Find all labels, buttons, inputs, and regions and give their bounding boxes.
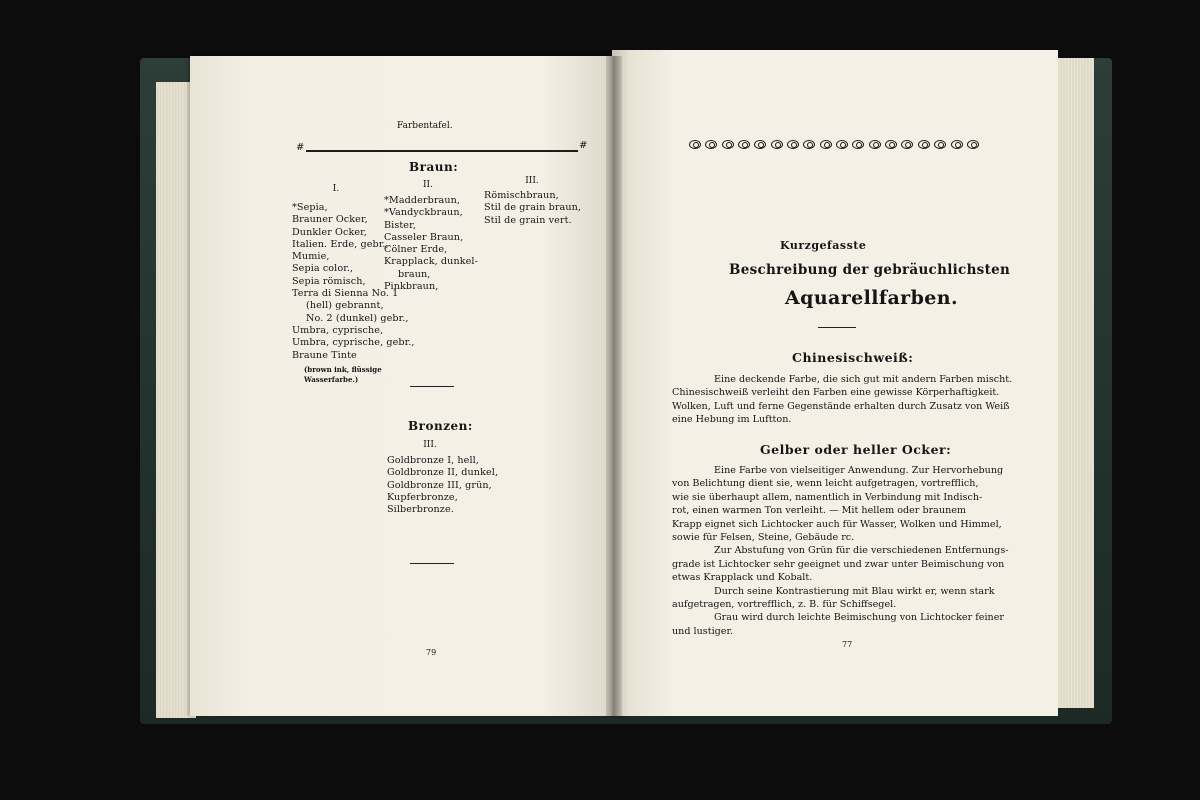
ornament-loop (689, 140, 701, 149)
braun-column-3 (484, 190, 581, 227)
text-line: Zur Abstufung von Grün für die verschiedenen Entfernungs- (714, 545, 1009, 557)
paragraph-chinesischweiss (672, 373, 1013, 427)
ornament-loop (869, 140, 881, 149)
list-item: *Vandyckbraun, (384, 207, 463, 219)
title-divider (818, 327, 856, 328)
braun-note-line-2: Wasserfarbe.) (304, 375, 359, 384)
text-line: sowie für Felsen, Steine, Gebäude rc. (672, 532, 855, 544)
list-item: Sepia römisch, (292, 275, 366, 287)
ornament-loop (918, 140, 930, 149)
list-item: Sepia color., (292, 263, 354, 275)
ornament-loop (951, 140, 963, 149)
list-item: Silberbronze. (387, 504, 454, 516)
ornament-loop (820, 140, 832, 149)
text-line: Eine Farbe von vielseitiger Anwendung. Zur Hervorhebung (714, 465, 1004, 476)
section-heading-chinesischweiss: Chinesischweiß: (792, 350, 914, 365)
braun-note-line-1: (brown ink, flüssige (304, 365, 382, 374)
text-line: Wolken, Luft und ferne Gegenstände erhalten durch Zusatz von Weiß (672, 400, 1010, 412)
text-line: Chinesischweiß verleiht den Farben eine gewisse Körperhaftigkeit. (672, 387, 1000, 399)
rule-end-mark-left: # (296, 142, 305, 153)
list-item: Brauner Ocker, (292, 214, 368, 226)
list-item: Casseler Braun, (384, 231, 464, 243)
list-item: Umbra, cyprische, (292, 324, 384, 336)
text-line: etwas Krapplack und Kobalt. (672, 572, 813, 584)
list-item: No. 2 (dunkel) gebr., (306, 312, 409, 324)
list-item: Goldbronze I, hell, (387, 455, 479, 466)
list-item: Umbra, cyprische, gebr., (292, 337, 415, 349)
list-item: Römischbraun, (484, 190, 559, 201)
list-item: Goldbronze II, dunkel, (387, 467, 499, 479)
list-item: Bister, (384, 219, 416, 231)
column-heading-1: I. (332, 184, 340, 194)
list-item: *Madderbraun, (384, 195, 461, 206)
ornament-loop (705, 140, 717, 149)
text-line: Eine deckende Farbe, die sich gut mit andern Farben mischt. (714, 374, 1013, 385)
page-number-left: 79 (426, 648, 437, 657)
title-small: Kurzgefasste (780, 239, 867, 252)
list-item: (hell) gebrannt, (306, 300, 384, 312)
ornament-loop (934, 140, 946, 149)
section-divider (410, 386, 454, 387)
paragraph-ocker (672, 464, 1009, 638)
bronzen-column-heading: III. (423, 440, 437, 450)
section-divider (410, 563, 454, 564)
text-line: und lustiger. (672, 625, 734, 637)
list-item: Italien. Erde, gebr., (292, 238, 389, 250)
text-line: Durch seine Kontrastierung mit Blau wirkt er, wenn stark (714, 585, 995, 597)
section-heading-ocker: Gelber oder heller Ocker: (760, 442, 952, 457)
column-heading-3: III. (525, 176, 539, 186)
text-line: Krapp eignet sich Lichtocker auch für Wasser, Wolken und Himmel, (672, 518, 1002, 530)
list-item: Krapplack, dunkel- (384, 256, 478, 268)
ornament-loop (901, 140, 913, 149)
column-heading-2: II. (423, 180, 433, 190)
ornament-loop (738, 140, 750, 149)
ornament-loop (836, 140, 848, 149)
rule-end-mark-right: # (579, 140, 588, 151)
list-item: Stil de grain vert. (484, 214, 572, 226)
list-item: Pinkbraun, (384, 281, 439, 293)
head-rule (306, 150, 578, 152)
list-item: Dunkler Ocker, (292, 226, 367, 238)
ornament-loop (771, 140, 783, 149)
list-item: Mumie, (292, 251, 330, 263)
list-item: *Sepia, (292, 202, 328, 213)
list-item: Cölner Erde, (384, 244, 448, 256)
ornament-loop (722, 140, 734, 149)
section-title-bronzen: Bronzen: (408, 419, 473, 433)
ornamental-border (689, 136, 979, 152)
list-item: Goldbronze III, grün, (387, 479, 492, 491)
ornament-loop (787, 140, 799, 149)
text-line: Grau wird durch leichte Beimischung von Lichtocker feiner (714, 612, 1004, 624)
list-item: Stil de grain braun, (484, 202, 582, 214)
title-line-2: Beschreibung der gebräuchlichsten (729, 262, 1011, 278)
text-line: aufgetragen, vortrefflich, z. B. für Schiffsegel. (672, 599, 897, 611)
page-number-right: 77 (842, 640, 853, 649)
book-gutter (606, 56, 622, 716)
ornament-loop (803, 140, 815, 149)
text-line: eine Hebung im Luftton. (672, 414, 792, 426)
ornament-loop (885, 140, 897, 149)
title-large: Aquarellfarben. (785, 287, 958, 309)
list-item: Kupferbronze, (387, 491, 458, 503)
braun-column-2 (384, 195, 478, 293)
text-line: rot, einen warmen Ton verleiht. — Mit hellem oder braunem (672, 505, 967, 517)
text-line: wie sie überhaupt allem, namentlich in Verbindung mit Indisch- (672, 491, 983, 503)
ornament-loop (852, 140, 864, 149)
bronzen-list (387, 455, 498, 516)
ornament-loop (967, 140, 979, 149)
section-title-braun: Braun: (409, 160, 459, 174)
list-item: braun, (398, 268, 431, 280)
list-item: Terra di Sienna No. 1 (292, 288, 399, 300)
text-line: von Belichtung dient sie, wenn leicht aufgetragen, vortrefflich, (672, 478, 979, 490)
running-head: Farbentafel. (397, 121, 453, 131)
ornament-loop (754, 140, 766, 149)
text-line: grade ist Lichtocker sehr geeignet und zwar unter Beimischung von (672, 558, 1005, 570)
list-item: Braune Tinte (292, 349, 357, 361)
